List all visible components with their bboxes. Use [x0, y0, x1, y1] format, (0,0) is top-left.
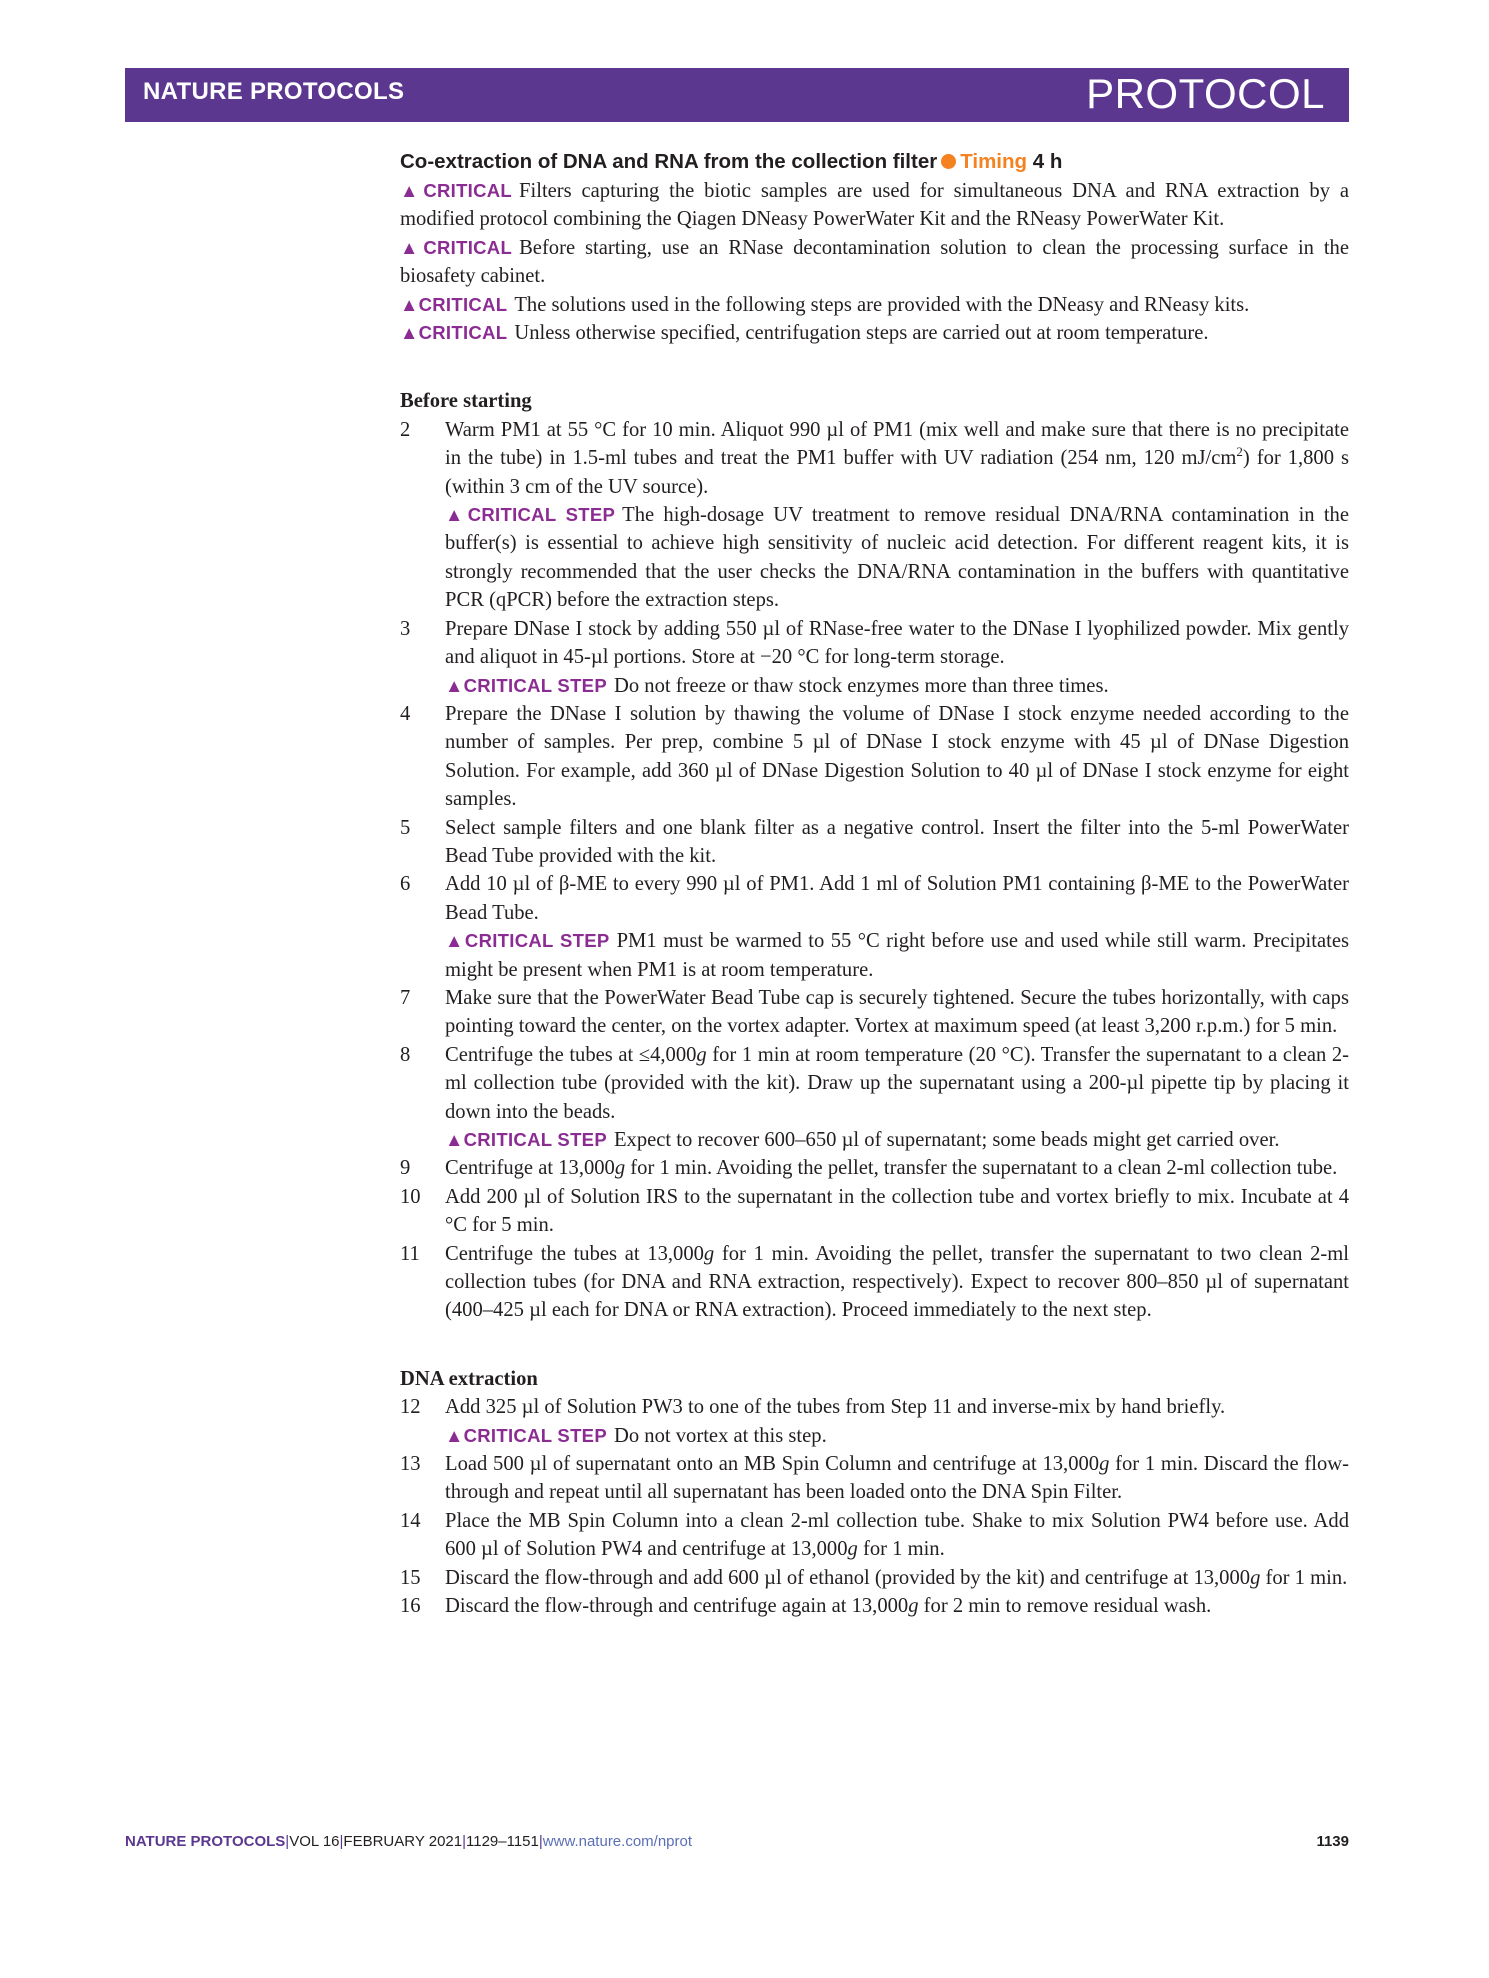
timing-value: 4 h [1032, 150, 1063, 173]
step-number: 8 [400, 1043, 411, 1066]
step-number: 10 [400, 1185, 421, 1208]
step-6: 6 Add 10 µl of β-ME to every 990 µl of PM1. Add 1 ml of Solution PM1 containing β-ME to the PowerWater Bead Tube. ▲CRITICAL STEP PM1 must be warmed to 55 °C right before use and used while still warm. Precipitates might be present when PM1 is at room temperature. [400, 870, 1349, 984]
step-5: 5 Select sample filters and one blank filter as a negative control. Insert the filter into the 5-ml PowerWater Bead Tube provided with the kit. [400, 814, 1349, 871]
step-number: 15 [400, 1566, 421, 1589]
step-12: 12 Add 325 µl of Solution PW3 to one of the tubes from Step 11 and inverse-mix by hand briefly. ▲CRITICAL STEP Do not vortex at this step. [400, 1393, 1349, 1450]
footer-url-link[interactable]: www.nature.com/nprot [542, 1833, 693, 1850]
critical-label: ▲CRITICAL [400, 322, 508, 344]
step-number: 11 [400, 1242, 420, 1265]
step-number: 5 [400, 816, 411, 839]
timing-label: Timing [960, 150, 1028, 173]
before-starting-heading: Before starting [400, 390, 532, 413]
step-10: 10 Add 200 µl of Solution IRS to the supernatant in the collection tube and vortex briefly to mix. Incubate at 4 °C for 5 min. [400, 1183, 1349, 1240]
step-9: 9 Centrifuge at 13,000g for 1 min. Avoiding the pellet, transfer the supernatant to a clean 2-ml collection tube. [400, 1154, 1349, 1182]
critical-step-label: ▲CRITICAL STEP [445, 674, 607, 696]
critical-step-label: ▲CRITICAL STEP [445, 1424, 607, 1446]
step-number: 9 [400, 1157, 411, 1180]
step-7: 7 Make sure that the PowerWater Bead Tube cap is securely tightened. Secure the tubes horizontally, with caps pointing toward the center, on the vortex adapter. Vortex at maximum speed (at least 3,200 r.p.m.) for 5 min. [400, 984, 1349, 1041]
footer-pages: 1129–1151 [466, 1833, 539, 1850]
step-number: 2 [400, 418, 411, 441]
page-footer: NATURE PROTOCOLS|VOL 16|FEBRUARY 2021|1129–1151|www.nature.com/nprot 1139 [125, 1833, 1349, 1850]
step-16: 16 Discard the flow-through and centrifuge again at 13,000g for 2 min to remove residual wash. [400, 1592, 1349, 1620]
journal-header-bar [125, 68, 1349, 122]
critical-note: ▲CRITICAL Filters capturing the biotic samples are used for simultaneous DNA and RNA extraction by a modified protocol combining the Qiagen DNeasy PowerWater Kit and the RNeasy PowerWater Kit. [400, 180, 1349, 231]
critical-step: ▲CRITICAL STEP Do not vortex at this step. [445, 1424, 827, 1447]
critical-label: ▲CRITICAL [400, 180, 513, 201]
footer-volume: VOL 16 [289, 1833, 340, 1850]
step-3: 3 Prepare DNase I stock by adding 550 µl of RNase-free water to the DNase I lyophilized powder. Mix gently and aliquot in 45-µl portions. Store at −20 °C for long-term storage. ▲CRITICAL STEP Do not freeze or thaw stock enzymes more than three times. [400, 615, 1349, 700]
critical-step: ▲CRITICAL STEP Do not freeze or thaw stock enzymes more than three times. [445, 674, 1109, 697]
article-type: PROTOCOL [1086, 70, 1325, 117]
critical-label: ▲CRITICAL [400, 293, 508, 315]
journal-name: NATURE PROTOCOLS [143, 78, 405, 105]
critical-note: ▲CRITICAL Unless otherwise specified, centrifugation steps are carried out at room temperature. [400, 322, 1209, 345]
critical-step: ▲CRITICAL STEP Expect to recover 600–650 µl of supernatant; some beads might get carried over. [445, 1129, 1280, 1151]
main-content [400, 148, 1349, 1621]
step-number: 16 [400, 1595, 421, 1618]
footer-journal: NATURE PROTOCOLS [125, 1833, 286, 1850]
dna-extraction-heading: DNA extraction [400, 1367, 538, 1390]
step-2: 2 Warm PM1 at 55 °C for 10 min. Aliquot 990 µl of PM1 (mix well and make sure that there is no precipitate in the tube) in 1.5-ml tubes and treat the PM1 buffer with UV radiation (254 nm, 120 $mJ/cm^2$) for 1,800 s (within 3 cm of the UV source). ▲CRITICAL STEP The high-dosage UV treatment to remove residual DNA/RNA contamination in the buffer(s) is essential to achieve high sensitivity of nucleic acid detection. For different reagent kits, it is strongly recommended that the user checks the DNA/RNA contamination in the buffers with quantitative PCR (qPCR) before the extraction steps. [400, 416, 1349, 615]
step-number: 12 [400, 1396, 421, 1419]
step-13: 13 Load 500 µl of supernatant onto an MB Spin Column and centrifuge at 13,000g for 1 min. Discard the flow-through and repeat until all supernatant has been loaded onto the DNA Spin Filter. [400, 1450, 1349, 1507]
step-15: 15 Discard the flow-through and add 600 µl of ethanol (provided by the kit) and centrifuge at 13,000g for 1 min. [400, 1564, 1349, 1592]
section-title: Co-extraction of DNA and RNA from the collection filter Timing 4 h [400, 150, 1063, 173]
step-number: 13 [400, 1453, 421, 1476]
step-11: 11 Centrifuge the tubes at 13,000g for 1 min. Avoiding the pellet, transfer the supernatant to two clean 2-ml collection tubes (for DNA and RNA extraction, respectively). Expect to recover 800–850 µl of supernatant (400–425 µl each for DNA or RNA extraction). Proceed immediately to the next step. [400, 1240, 1349, 1325]
critical-step: ▲CRITICAL STEP The high-dosage UV treatment to remove residual DNA/RNA contamination in the buffer(s) is essential to achieve high sensitivity of nucleic acid detection. For different reagent kits, it is strongly recommended that the user checks the DNA/RNA contamination in the buffers with quantitative PCR (qPCR) before the extraction steps. [445, 504, 1349, 612]
step-number: 3 [400, 617, 411, 640]
critical-note: ▲CRITICAL The solutions used in the following steps are provided with the DNeasy and RNeasy kits. [400, 293, 1250, 316]
footer-date: FEBRUARY 2021 [343, 1833, 463, 1850]
step-number: 6 [400, 873, 411, 896]
step-14: 14 Place the MB Spin Column into a clean 2-ml collection tube. Shake to mix Solution PW4 before use. Add 600 µl of Solution PW4 and centrifuge at 13,000g for 1 min. [400, 1507, 1349, 1564]
critical-step-label: ▲CRITICAL STEP [445, 930, 610, 952]
critical-step: ▲CRITICAL STEP PM1 must be warmed to 55 °C right before use and used while still warm. Precipitates might be present when PM1 is at room temperature. [445, 930, 1349, 981]
critical-step-label: ▲CRITICAL STEP [445, 504, 616, 526]
timing-dot-icon [941, 154, 956, 169]
step-number: 14 [400, 1509, 421, 1532]
step-number: 4 [400, 702, 411, 725]
critical-step-label: ▲CRITICAL STEP [445, 1129, 607, 1150]
critical-note: ▲CRITICAL Before starting, use an RNase decontamination solution to clean the processing surface in the biosafety cabinet. [400, 236, 1349, 288]
page-number: 1139 [1316, 1833, 1349, 1850]
step-8: 8 Centrifuge the tubes at ≤4,000g for 1 min at room temperature (20 °C). Transfer the supernatant to a clean 2-ml collection tube (provided with the kit). Draw up the supernatant using a 200-µl pipette tip by placing it down into the beads. ▲CRITICAL STEP Expect to recover 600–650 µl of supernatant; some beads might get carried over. [400, 1041, 1349, 1155]
critical-label: ▲CRITICAL [400, 236, 513, 258]
step-4: 4 Prepare the DNase I solution by thawing the volume of DNase I stock enzyme needed according to the number of samples. Per prep, combine 5 µl of DNase I stock enzyme with 45 µl of DNase Digestion Solution. For example, add 360 µl of DNase Digestion Solution to 40 µl of DNase I stock enzyme for eight samples. [400, 700, 1349, 814]
step-number: 7 [400, 986, 411, 1009]
